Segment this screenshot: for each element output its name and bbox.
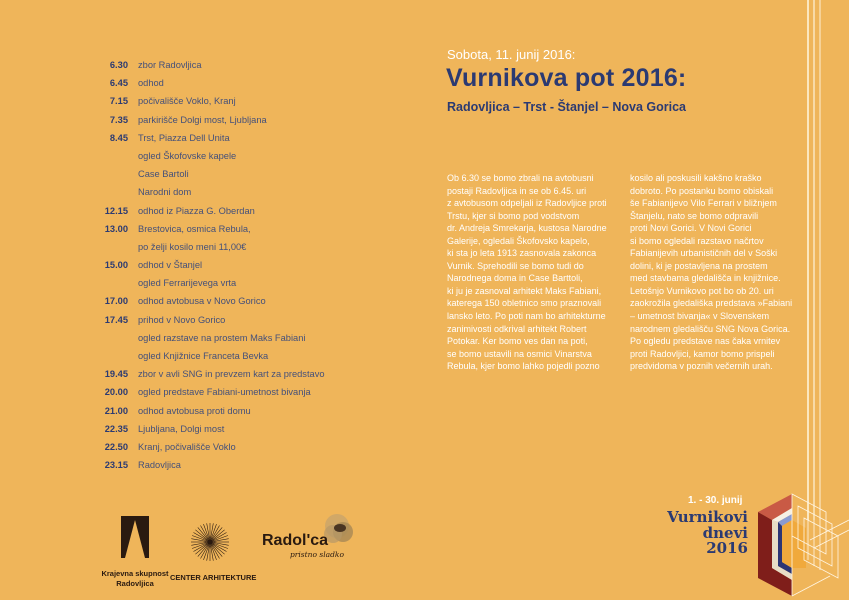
schedule-item <box>95 257 355 291</box>
schedule-item <box>95 203 355 219</box>
schedule-item <box>95 112 355 128</box>
schedule-item <box>95 130 355 201</box>
schedule-activities <box>138 366 325 382</box>
body-text-line: katerega 150 obletnico smo praznovali <box>447 298 602 309</box>
schedule-item <box>95 93 355 109</box>
schedule-time: 17.00 <box>104 296 128 307</box>
schedule-activities <box>138 439 236 455</box>
schedule-activity: Radovljica <box>138 460 181 471</box>
radolca-logo <box>262 532 344 559</box>
body-text-line: Vurnik. Sprehodili se bomo tudi do <box>447 260 584 271</box>
body-text-line: Letošnjo Vurnikovo pot bo ob 20. uri <box>630 285 774 296</box>
schedule-activities <box>138 312 305 364</box>
schedule-activity: Case Bartoli <box>138 169 189 180</box>
body-text-line: zaokrožila gledališka predstava »Fabiani <box>630 298 793 309</box>
body-text-line: Rebula, kjer bomo lahko pojedli pozno <box>447 361 600 372</box>
schedule-activity: ogled razstave na prostem Maks Fabiani <box>138 332 306 343</box>
schedule-activities <box>138 203 255 219</box>
schedule-time: 23.15 <box>104 460 128 471</box>
body-text-line: Galerije, ogledali Škofovsko kapelo, <box>447 235 590 246</box>
body-text-line: – umetnost bivanja« v Slovenskem <box>630 311 770 322</box>
schedule-time: 15.00 <box>104 260 128 271</box>
schedule-item <box>95 457 355 473</box>
body-text-line: dolini, ki je postavljena na prostem <box>630 260 768 271</box>
radolca-tagline: pristno sladko <box>290 550 344 559</box>
schedule-activity: zbor Radovljica <box>138 60 202 70</box>
schedule-item <box>95 439 355 455</box>
schedule-item <box>95 57 355 73</box>
schedule-activities <box>138 384 311 400</box>
triangle-mark-icon <box>121 516 149 558</box>
schedule-activity: odhod v Štanjel <box>138 260 203 271</box>
body-text-line: proti Novi Gorici. V Novi Gorici <box>630 223 752 234</box>
center-arhitekture-name: CENTER ARHITEKTURE <box>170 573 257 582</box>
schedule-activities <box>138 112 267 128</box>
schedule-item <box>95 366 355 382</box>
route-subtitle: Radovljica – Trst - Štanjel – Nova Gorica <box>447 100 686 114</box>
schedule-list <box>95 57 355 475</box>
festival-name <box>667 510 748 557</box>
body-text-line: si bomo ogledali razstavo načrtov <box>630 235 764 246</box>
body-text-line: Potokar. Ker bomo ves dan na poti, <box>447 336 588 347</box>
body-text-line: Po ogledu predstave nas čaka vrnitev <box>630 336 781 347</box>
body-text-line: z avtobusom odpeljali iz Radovljice proti <box>447 198 607 209</box>
schedule-activity: odhod avtobusa proti domu <box>138 405 251 416</box>
festival-dates: 1. - 30. junij <box>688 495 743 506</box>
schedule-activities <box>138 130 236 201</box>
body-text-line: med stavbama gledališča in knjižnice. <box>630 273 781 284</box>
description-column-2 <box>630 172 810 373</box>
event-date: Sobota, 11. junij 2016: <box>447 47 576 62</box>
schedule-item <box>95 421 355 437</box>
schedule-activity: Trst, Piazza Dell Unita <box>138 132 230 143</box>
schedule-activity: po želji kosilo meni 11,00€ <box>138 241 247 252</box>
body-text-line: zanimivosti odkrival arhitekt Robert <box>447 323 587 334</box>
page-title: Vurnikova pot 2016: <box>446 64 687 92</box>
schedule-time: 19.45 <box>104 369 128 380</box>
schedule-activity: ogled Ferrarijevega vrta <box>138 278 237 289</box>
schedule-time: 17.45 <box>104 314 128 325</box>
body-text-line: ki ju je zasnoval arhitekt Maks Fabiani, <box>447 285 602 296</box>
body-text-line: kosilo ali poskusili kakšno kraško <box>630 173 762 183</box>
body-text-line: narodnem gledališču SNG Nova Gorica. <box>630 323 791 334</box>
schedule-item <box>95 403 355 419</box>
description-column-1 <box>447 172 627 373</box>
schedule-activity: odhod <box>138 78 164 89</box>
body-text-line: proti Radovljici, kamor bomo prispeli <box>630 348 775 359</box>
body-text-line: dr. Andreja Smrekarja, kustosa Narodne <box>447 223 607 234</box>
body-text-line: dobroto. Po postanku bomo obiskali <box>630 185 774 196</box>
schedule-activities <box>138 75 164 91</box>
festival-year: 2016 <box>706 539 748 557</box>
body-text-line: Trstu, kjer si bomo pod vodstvom <box>447 210 580 221</box>
schedule-time: 8.45 <box>109 132 128 143</box>
schedule-activity: Kranj, počivališče Voklo <box>138 441 236 452</box>
schedule-activity: odhod iz Piazza G. Oberdan <box>138 205 255 216</box>
schedule-activity: Narodni dom <box>138 187 192 198</box>
body-text-line: predvidoma v poznih večernih urah. <box>630 361 773 372</box>
schedule-activity: parkirišče Dolgi most, Ljubljana <box>138 114 267 125</box>
radolca-name: Radol'ca <box>262 532 329 549</box>
schedule-time: 21.00 <box>104 405 128 416</box>
center-arhitekture-logo <box>170 522 257 582</box>
schedule-time: 20.00 <box>104 387 128 398</box>
schedule-activities <box>138 93 236 109</box>
schedule-activity: prihod v Novo Gorico <box>138 314 226 325</box>
schedule-activities <box>138 421 224 437</box>
schedule-activity: zbor v avli SNG in prevzem kart za predstavo <box>138 369 325 380</box>
schedule-activities <box>138 221 251 255</box>
schedule-item <box>95 221 355 255</box>
schedule-item <box>95 312 355 364</box>
body-text-line: Fabianijevih urbanističnih del v Soški <box>630 248 778 259</box>
schedule-activity: odhod avtobusa v Novo Gorico <box>138 296 266 307</box>
schedule-time: 13.00 <box>104 223 128 234</box>
schedule-time: 7.15 <box>109 96 128 107</box>
schedule-activity: ogled Knjižnice Franceta Bevka <box>138 351 269 361</box>
festival-name-line-2: dnevi <box>702 523 748 542</box>
schedule-activity: ogled predstave Fabiani-umetnost bivanja <box>138 387 311 398</box>
schedule-activities <box>138 57 202 73</box>
festival-name-line-1: Vurnikovi <box>667 508 748 526</box>
schedule-activity: Ljubljana, Dolgi most <box>138 423 225 434</box>
schedule-activities <box>138 293 266 309</box>
schedule-time: 22.50 <box>104 441 128 452</box>
schedule-activity: počivališče Voklo, Kranj <box>138 96 236 107</box>
body-text-line: ki sta jo leta 1913 zasnovala zakonca <box>447 248 597 259</box>
schedule-activity: Brestovica, osmica Rebula, <box>138 223 251 234</box>
body-text-line: Narodnega doma in Case Barttoli, <box>447 273 583 284</box>
schedule-time: 12.15 <box>104 205 128 216</box>
krajevna-skupnost-logo <box>100 516 170 589</box>
body-text-line: Štanjelu, nato se bomo odpravili <box>630 210 759 221</box>
schedule-item <box>95 75 355 91</box>
schedule-time: 7.35 <box>109 114 128 125</box>
schedule-activities <box>138 257 236 291</box>
schedule-time: 22.35 <box>104 423 128 434</box>
schedule-time: 6.45 <box>109 78 128 89</box>
ks-name-line-2: Radovljica <box>116 579 154 588</box>
body-text-line: Ob 6.30 se bomo zbrali na avtobusni <box>447 173 594 183</box>
schedule-time: 6.30 <box>109 60 128 70</box>
schedule-item <box>95 384 355 400</box>
body-text-line: se bomo ustavili na osmici Vinarstva <box>447 348 592 359</box>
body-text-line: postaji Radovljica in se ob 6.45. uri <box>447 185 587 196</box>
ks-name-line-1: Krajevna skupnost <box>101 569 169 578</box>
body-text-line: še Fabianijevo Vilo Ferrari v bližnjem <box>630 198 777 209</box>
schedule-activities <box>138 457 181 473</box>
schedule-item <box>95 293 355 309</box>
schedule-activity: ogled Škofovske kapele <box>138 150 237 161</box>
schedule-activities <box>138 403 251 419</box>
sunburst-icon <box>190 522 230 562</box>
body-text-line: lansko leto. Po poti nam bo arhitekturne <box>447 311 606 322</box>
